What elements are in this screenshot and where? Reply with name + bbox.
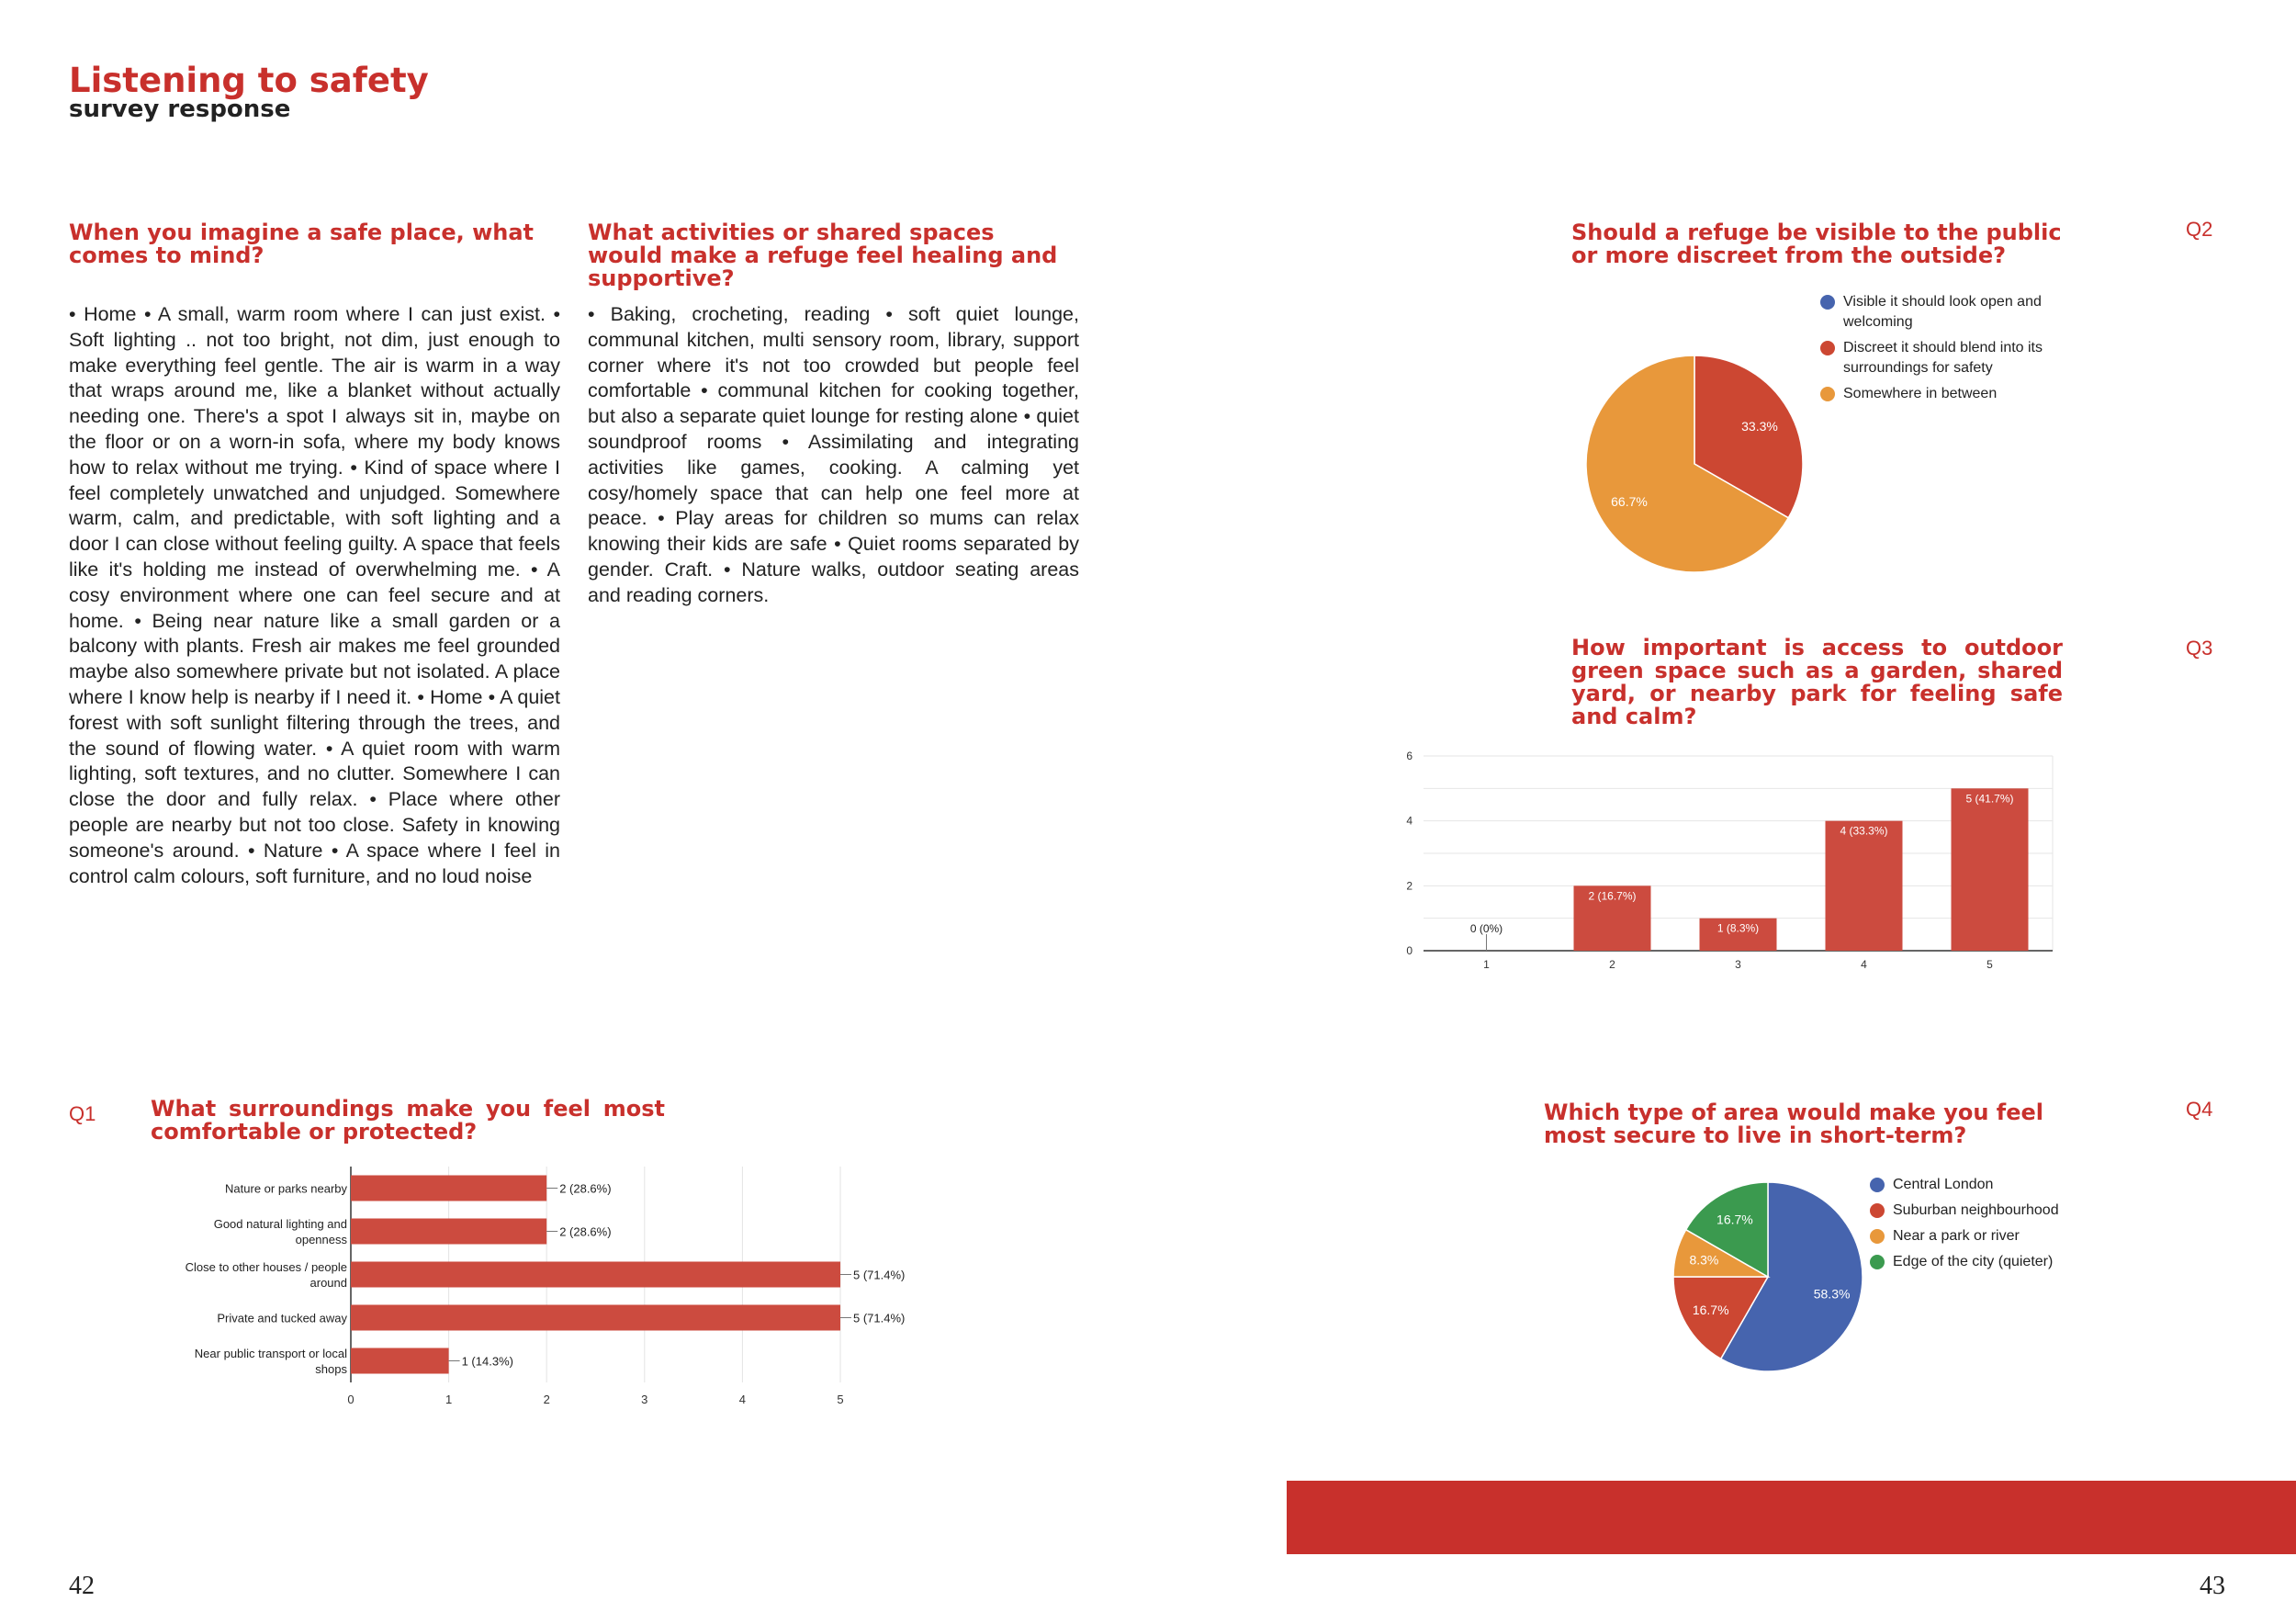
q2-legend-label: Somewhere in between (1843, 386, 1998, 401)
q3-x-tick-label: 5 (1986, 958, 1993, 971)
q1-data-label: 2 (28.6%) (559, 1224, 612, 1239)
q2-legend (1820, 292, 2068, 410)
q4-legend-swatch (1870, 1203, 1885, 1218)
q1-bar (351, 1219, 546, 1245)
safe-place-question-heading: When you imagine a safe place, what comes to mind? (69, 220, 535, 268)
q1-category-label: Good natural lighting and (213, 1217, 347, 1231)
q3-x-tick-label: 3 (1735, 958, 1741, 971)
q4-number: Q4 (2186, 1098, 2213, 1121)
q3-data-label: 5 (41.7%) (1965, 792, 2014, 806)
q3-y-tick-label: 6 (1406, 750, 1412, 762)
q4-legend-item (1870, 1252, 2109, 1272)
q2-legend-item (1820, 338, 2068, 378)
q3-data-label: 2 (16.7%) (1588, 889, 1637, 903)
q2-legend-swatch (1820, 295, 1835, 310)
q1-data-label: 2 (28.6%) (559, 1181, 612, 1196)
q4-legend-swatch (1870, 1255, 1885, 1269)
q1-bar (351, 1262, 840, 1288)
page-title: Listening to safety (69, 61, 429, 100)
q4-heading: Which type of area would make you feel most secure to live in short-term? (1544, 1100, 2043, 1148)
q4-legend-label: Central London (1893, 1177, 1994, 1192)
q1-x-tick-label: 2 (543, 1393, 550, 1406)
q3-number: Q3 (2186, 637, 2213, 660)
q1-data-label: 5 (71.4%) (853, 1311, 906, 1325)
activities-answer-text: • Baking, crocheting, reading • soft quiet lounge, communal kitchen, multi sensory room, library, support corner where it's not too crowded but people feel comfortable • communal kitchen for cooking together, but also a separate quiet lounge for resting alone • quiet soundproof rooms • Assimilating and integrating activities like games, cooking. A calming yet cosy/homely space that can help one feel more at peace. • Play areas for children so mums can relax knowing their kids are safe • Quiet rooms separated by gender. Craft. • Nature walks, outdoor seating areas and reading corners. (588, 303, 1079, 606)
q4-legend-label: Near a park or river (1893, 1228, 2020, 1244)
q2-pie-chart (1584, 354, 1805, 574)
q1-bar (351, 1176, 546, 1201)
q4-slice-label: 58.3% (1813, 1286, 1851, 1302)
q4-slice-label: 16.7% (1716, 1212, 1753, 1227)
q2-legend-item (1820, 384, 2068, 404)
q4-legend-swatch (1870, 1229, 1885, 1244)
q1-bar (351, 1305, 840, 1331)
q1-x-tick-label: 5 (837, 1393, 844, 1406)
q2-legend-item (1820, 292, 2068, 333)
page-number-right: 43 (2200, 1572, 2225, 1600)
q1-data-label: 1 (14.3%) (461, 1354, 513, 1369)
q3-data-label: 0 (0%) (1469, 922, 1503, 935)
q1-number: Q1 (69, 1102, 96, 1125)
q1-category-label: openness (295, 1233, 347, 1246)
q4-legend (1870, 1175, 2109, 1278)
q3-y-tick-label: 0 (1406, 944, 1412, 957)
q3-y-tick-label: 2 (1406, 879, 1412, 893)
q3-bar (1826, 821, 1903, 951)
q4-slice-label: 8.3% (1689, 1252, 1719, 1268)
q1-category-label: Private and tucked away (217, 1311, 347, 1325)
q4-legend-label: Suburban neighbourhood (1893, 1202, 2059, 1218)
q1-heading: What surroundings make you feel most comfortable or protected? (151, 1096, 665, 1145)
q2-slice-label: 66.7% (1611, 494, 1648, 510)
q1-bar-chart (156, 1162, 937, 1410)
q3-x-tick-label: 2 (1609, 958, 1615, 971)
q2-legend-label: Discreet it should blend into its surroundings for safety (1843, 340, 2043, 376)
q1-x-tick-label: 3 (641, 1393, 648, 1406)
q3-data-label: 4 (33.3%) (1840, 824, 1888, 838)
q1-bar (351, 1348, 449, 1374)
q1-category-label: shops (315, 1362, 347, 1376)
q1-x-tick-label: 0 (347, 1393, 355, 1406)
q1-category-label: Near public transport or local (194, 1347, 347, 1360)
q3-x-tick-label: 1 (1483, 958, 1490, 971)
q3-bar (1952, 788, 2029, 951)
q4-slice-label: 16.7% (1692, 1303, 1729, 1318)
page-subtitle: survey response (69, 96, 291, 123)
q3-heading: How important is access to outdoor green space such as a garden, shared yard, or nearby park for feeling safe and calm? (1571, 635, 2063, 729)
q2-slice-label: 33.3% (1741, 418, 1778, 434)
q3-x-tick-label: 4 (1861, 958, 1867, 971)
q4-legend-label: Edge of the city (quieter) (1893, 1254, 2054, 1269)
safe-place-answer-text: • Home • A small, warm room where I can just exist. • Soft lighting .. not too bright, not dim, just enough to make everything feel gentle. The air is warm in a way that wraps around me, like a blanket without actually needing one. There's a spot I always sit in, maybe on the floor or on a worn-in sofa, where my body knows how to relax without me trying. • Kind of space where I feel completely unwatched and unjudged. Somewhere warm, calm, and predictable, with soft lighting and a door I can close without feeling guilty. A space that feels like it's holding me instead of overwhelming me. • A cosy environment where one can feel secure and at home. • Being near nature like a small garden or a balcony with plants. Fresh air makes me feel grounded maybe also somewhere private but not isolated. A place where I know help is nearby if I need it. • Home • A quiet forest with soft sunlight filtering through the trees, and the sound of flowing water. • A quiet room with warm lighting, soft textures, and no clutter. Somewhere I can close the door and fully relax. • Place where other people are nearby but not too close. Safety in knowing someone's around. • Nature • A space where I feel in control calm colours, soft furniture, and no loud noise (69, 303, 560, 887)
q1-category-label: Close to other houses / people (185, 1260, 347, 1274)
q1-x-tick-label: 1 (445, 1393, 453, 1406)
q3-data-label: 1 (8.3%) (1716, 921, 1760, 935)
q1-category-label: Nature or parks nearby (225, 1181, 347, 1196)
q4-legend-item (1870, 1175, 2109, 1195)
q2-legend-label: Visible it should look open and welcoming (1843, 294, 2042, 330)
q2-legend-swatch (1820, 341, 1835, 355)
q2-heading: Should a refuge be visible to the public or more discreet from the outside? (1571, 220, 2062, 268)
q1-data-label: 5 (71.4%) (853, 1268, 906, 1282)
q1-x-tick-label: 4 (738, 1393, 747, 1406)
q3-y-tick-label: 4 (1406, 814, 1412, 828)
page-number-left: 42 (69, 1572, 95, 1600)
q2-number: Q2 (2186, 218, 2213, 241)
q4-legend-swatch (1870, 1178, 1885, 1192)
q2-legend-swatch (1820, 387, 1835, 401)
q3-bar-chart (1391, 739, 2062, 992)
q4-legend-item (1870, 1226, 2109, 1246)
activities-question-heading: What activities or shared spaces would make a refuge feel healing and supportive? (588, 220, 1058, 291)
decorative-red-band (1287, 1481, 2296, 1554)
q4-pie-chart (1667, 1176, 1869, 1378)
q1-category-label: around (310, 1276, 347, 1290)
q4-legend-item (1870, 1201, 2109, 1221)
